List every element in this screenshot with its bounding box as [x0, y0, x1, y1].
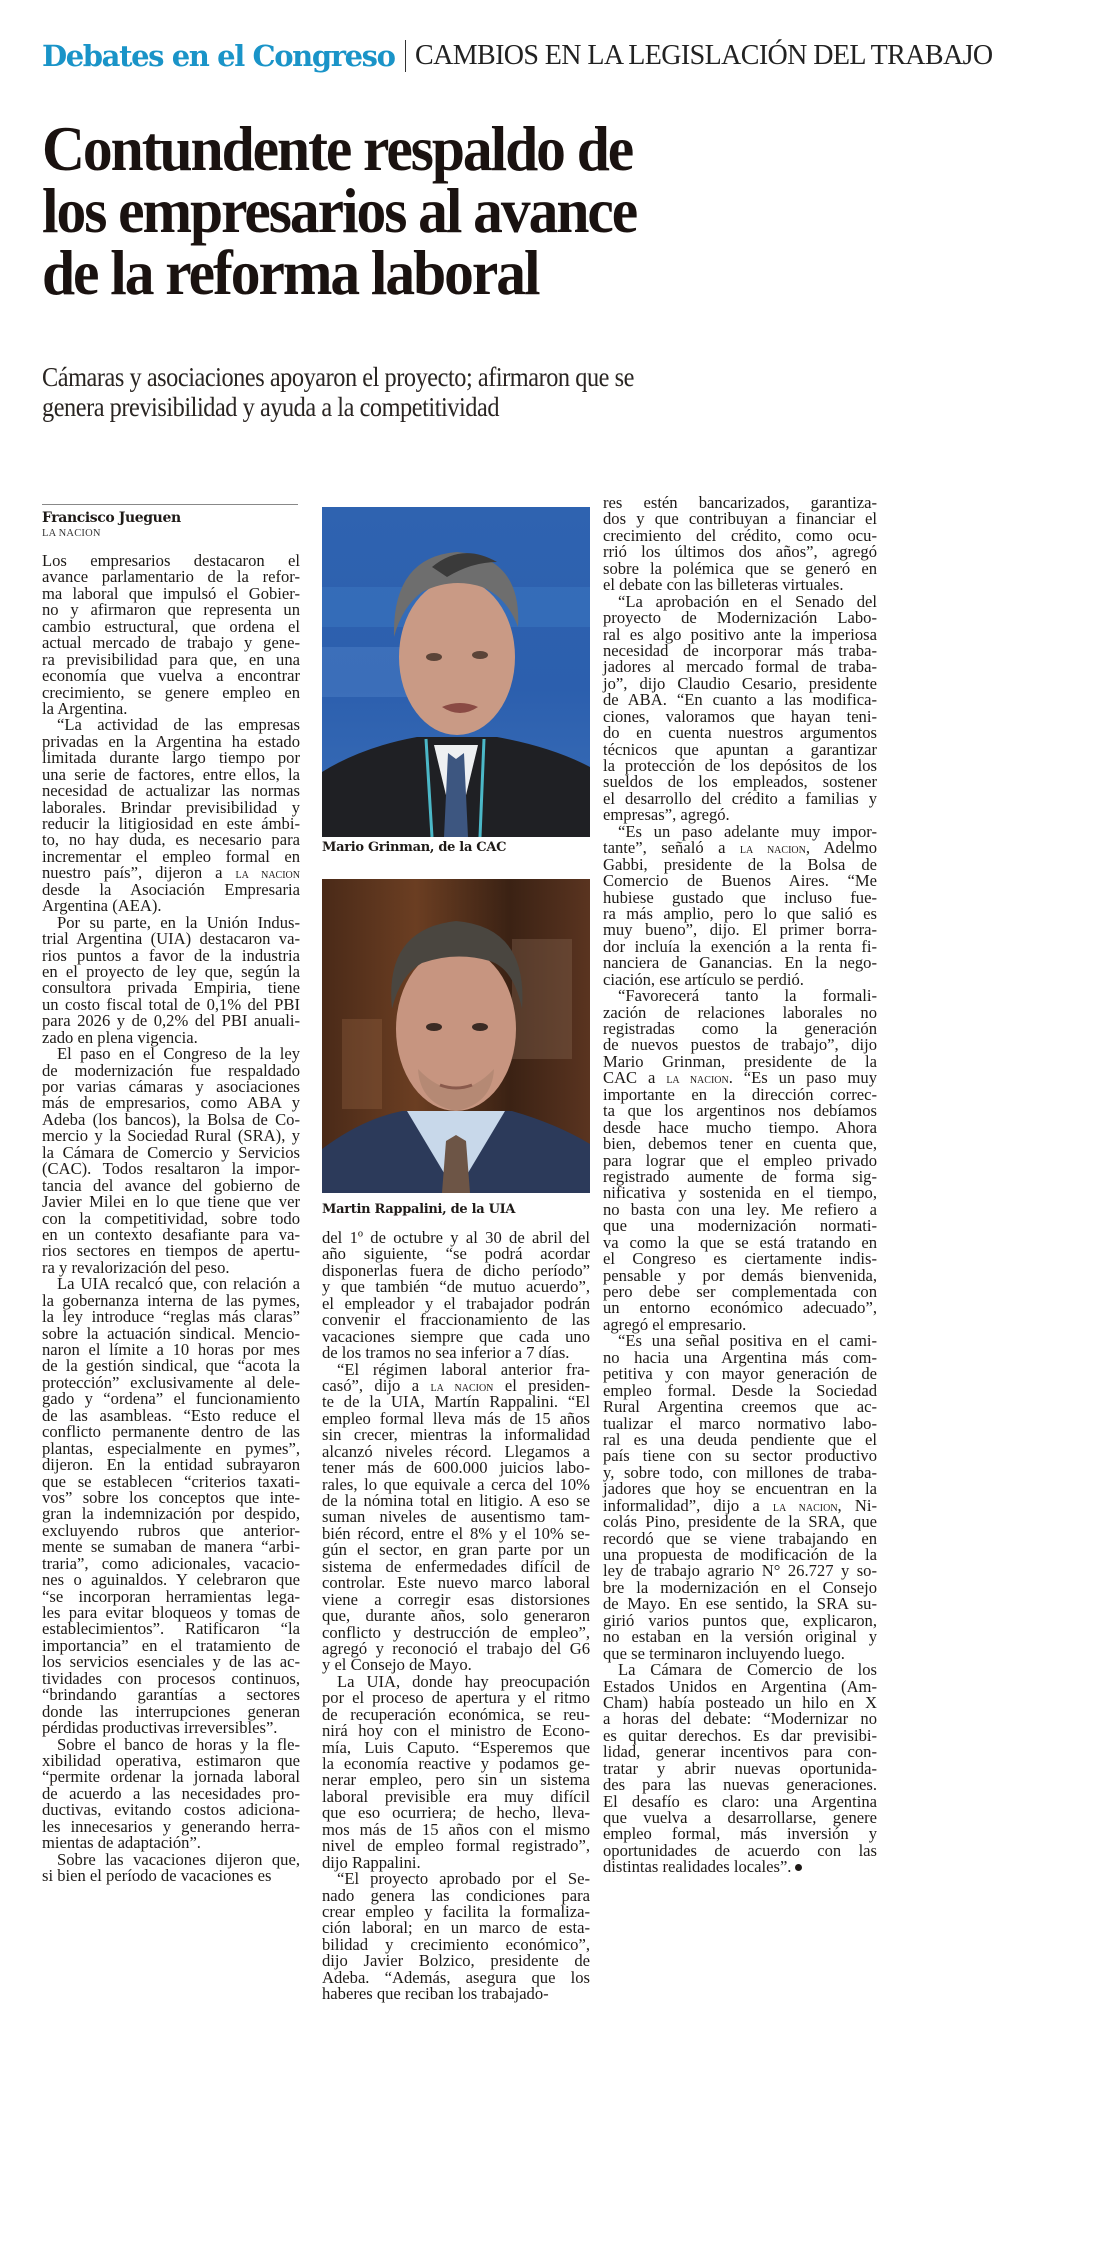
- byline-author: Francisco Jueguen: [42, 510, 181, 526]
- article-line: y, sobre todo, con millones de traba-: [603, 1462, 877, 1482]
- article-line: Mario Grinman, presidente de la: [603, 1051, 877, 1071]
- article-line: gado y “ordena” el funcionamiento: [42, 1389, 300, 1409]
- article-line: gran la indemnización por despido,: [42, 1504, 300, 1524]
- article-line: xibilidad operativa, estimaron que: [42, 1750, 300, 1770]
- article-line: “El régimen laboral anterior fra-: [337, 1359, 590, 1379]
- article-line: es quitar derechos. Es dar previsibi-: [603, 1725, 877, 1745]
- article-line: necesidad de actualizar las normas: [42, 781, 300, 801]
- article-paragraph: [603, 821, 877, 989]
- article-line: zación de relaciones laborales no: [603, 1002, 877, 1022]
- headline: [42, 113, 879, 308]
- article-line: muy bueno”, dijo. El primer borra-: [603, 920, 877, 940]
- article-line: de los tramos no sea inferior a 7 días.: [322, 1343, 570, 1363]
- article-paragraph: [42, 717, 300, 914]
- article-line: la Cámara de Comercio y Servicios: [42, 1142, 300, 1162]
- article-line: empleo formal, más inversión y: [603, 1824, 877, 1844]
- article-line: mente se sumaban de manera “arbi-: [42, 1537, 300, 1557]
- section-topic: CAMBIOS EN LA LEGISLACIÓN DEL TRABAJO: [415, 40, 993, 71]
- article-line: “El proyecto aprobado por el Se-: [337, 1869, 590, 1889]
- article-paragraph: [42, 912, 300, 1047]
- article-line: laborales. Brindar previsibilidad y: [42, 797, 300, 817]
- article-line: de acuerdo a las necesidades pro-: [42, 1783, 300, 1803]
- article-line: una propuesta de modificación de la: [603, 1545, 877, 1564]
- article-line: “La aprobación en el Senado del: [618, 591, 877, 611]
- article-line: haberes que reciban los trabajado-: [322, 1984, 549, 2004]
- article-line: viene a corregir esas distorsiones: [322, 1589, 590, 1609]
- photo-caption: Martin Rappalini, de la UIA: [322, 1202, 516, 1217]
- article-line: una serie de factores, entre ellos, la: [42, 764, 300, 784]
- article-paragraph: [603, 1333, 877, 1662]
- article-line: zado en plena vigencia.: [42, 1027, 198, 1047]
- article-line: dijeron. En la entidad subrayaron: [42, 1455, 300, 1475]
- article-line: dijo Rappalini.: [322, 1852, 421, 1872]
- article-paragraph: [42, 1046, 300, 1276]
- article-line: traria”, como adicionales, vacacio-: [42, 1553, 300, 1573]
- article-line: tante”, señaló a la nacion, Adelmo: [603, 838, 877, 858]
- article-line: empleo formal. Desde la Sociedad: [603, 1380, 877, 1400]
- article-column-2: [322, 1230, 590, 2003]
- article-line: de ABA. “En cuanto a las modifica-: [603, 690, 877, 710]
- article-line: petitiva y con mayor generación de: [603, 1364, 877, 1384]
- article-line: la economía reactive y podamos ge-: [322, 1754, 590, 1773]
- article-line: la protección de los depósitos de los: [603, 756, 877, 775]
- end-of-article-icon: [795, 1864, 802, 1871]
- article-line: país tiene con su sector productivo: [603, 1446, 877, 1466]
- article-line: CAC a la nacion. “Es un paso muy: [603, 1068, 878, 1088]
- subheadline-line: genera previsibilidad y ayuda a la competitividad: [42, 392, 500, 422]
- article-line: ley de trabajo agrario N° 26.727 y so-: [603, 1561, 877, 1581]
- article-line: ral es algo positivo ante la imperiosa: [603, 624, 877, 644]
- subheadline: [42, 362, 852, 422]
- article-line: de la nómina total en litigio. A eso se: [322, 1491, 590, 1510]
- article-line: El paso en el Congreso de la ley: [57, 1044, 300, 1064]
- article-line: ciación, ese artículo se perdió.: [603, 969, 804, 989]
- article-line: mientas de adaptación”.: [42, 1833, 201, 1853]
- article-line: bién récord, entre el 8% y el 10% se-: [322, 1523, 590, 1543]
- article-line: “permite ordenar la jornada laboral: [42, 1767, 300, 1787]
- article-line: desde hace mucho tiempo. Ahora: [603, 1117, 877, 1137]
- article-line: La Cámara de Comercio de los: [618, 1660, 877, 1680]
- article-line: mos más de 15 años con el mismo: [322, 1819, 590, 1839]
- article-line: establecimientos”. Ratificaron “la: [42, 1619, 300, 1639]
- article-line: “Favorecerá tanto la formali-: [618, 986, 877, 1006]
- article-line: el Congreso es ciertamente indis-: [603, 1249, 877, 1269]
- article-line: limitada durante largo tiempo por: [42, 748, 300, 768]
- article-line: rios puntos a favor de la industria: [42, 945, 300, 965]
- article-line: nificativa y sostenida en el tiempo,: [603, 1183, 877, 1203]
- article-line: alcanzó niveles récord. Llegamos a: [322, 1441, 590, 1461]
- article-line: bien, debemos tener en cuenta que,: [603, 1134, 877, 1154]
- outlet-mention: la nacion: [430, 1378, 494, 1394]
- article-line: agregó y reconoció el trabajo del G6: [322, 1638, 590, 1658]
- article-line: conflicto permanente dentro de las: [42, 1422, 300, 1442]
- article-column-3: [603, 495, 877, 1876]
- article-line: con la competitividad, sobre todo: [42, 1208, 300, 1228]
- article-line: de modernización fue respaldado: [42, 1060, 300, 1080]
- headline-line: los empresarios al avance: [42, 175, 637, 246]
- article-line: (CAC). Todos resaltaron la impor-: [42, 1159, 300, 1179]
- article-paragraph: [42, 1276, 300, 1736]
- portrait-photo-icon: [322, 507, 590, 837]
- article-line: técnicos que apuntan a garantizar: [603, 739, 877, 759]
- article-line: no y afirmaron que representa un: [42, 600, 300, 620]
- article-line: para lograr que el empleo privado: [603, 1150, 877, 1170]
- article-line: jadores al mercado formal de traba-: [603, 657, 877, 677]
- article-line: ductivas, evitando costos adiciona-: [42, 1800, 300, 1820]
- article-line: actual mercado de trabajo y gene-: [42, 633, 300, 653]
- article-line: vos” sobre los conceptos que inte-: [42, 1487, 300, 1507]
- article-line: ra más amplio, pero lo que salió es: [603, 903, 877, 923]
- article-paragraph: [42, 1734, 300, 1853]
- article-line: nirá hoy con el ministro de Econo-: [322, 1721, 590, 1741]
- article-line: importante en la dirección correc-: [603, 1084, 877, 1104]
- article-line: informalidad”, dijo a la nacion, Ni-: [603, 1495, 877, 1515]
- article-line: y el Consejo de Mayo.: [322, 1655, 472, 1675]
- article-line: “La actividad de las empresas: [57, 715, 300, 735]
- article-line: trial Argentina (UIA) destacaron va-: [42, 929, 300, 949]
- article-line: avance parlamentario de la refor-: [42, 567, 300, 587]
- article-line: tividades con procesos continuos,: [42, 1668, 300, 1688]
- article-line: tualizar el marco normativo labo-: [603, 1413, 877, 1433]
- article-line: tancia del avance del gobierno de: [42, 1175, 300, 1195]
- article-line: por el proceso de apertura y el ritmo: [322, 1688, 590, 1708]
- article-paragraph: [322, 1230, 590, 1362]
- article-line: jo”, dijo Claudio Cesario, presidente: [603, 673, 877, 693]
- headline-line: Contundente respaldo de: [42, 113, 633, 184]
- article-line: Adeba (los bancos), la Bolsa de Co-: [42, 1109, 300, 1129]
- article-line: empresas”, agregó.: [603, 805, 730, 825]
- article-line: la gobernanza interna de las pymes,: [42, 1290, 300, 1310]
- article-line: disponerlas fuera de dicho período”: [322, 1260, 590, 1280]
- article-line: que, durante años, solo generaron: [322, 1606, 590, 1626]
- article-line: por varias cámaras y asociaciones: [42, 1077, 300, 1096]
- article-line: do en cuenta nuestros argumentos: [603, 723, 877, 743]
- article-line: ciones, valoramos que hayan teni-: [603, 706, 877, 726]
- article-line: de las asambleas. “Esto reduce el: [42, 1405, 300, 1425]
- article-line: Por su parte, en la Unión Indus-: [57, 912, 300, 932]
- article-line: recordó que se viene trabajando en: [603, 1528, 877, 1548]
- article-line: el debate con las billeteras virtuales.: [603, 575, 844, 595]
- article-line: pero debe ser complementada con: [603, 1282, 877, 1301]
- article-line: Estados Unidos en Argentina (Am-: [603, 1676, 877, 1696]
- article-line: nerar empleo, pero sin un sistema: [322, 1770, 590, 1790]
- article-line: “brindando garantías a sectores: [42, 1685, 300, 1705]
- article-line: La UIA, donde hay preocupación: [337, 1671, 590, 1691]
- article-line: nivel de empleo formal registrado”,: [322, 1836, 590, 1856]
- article-line: necesidad de incorporar más traba-: [603, 640, 877, 660]
- article-line: la ley introduce “reglas más claras”: [42, 1307, 300, 1327]
- article-line: crecimiento del crédito, como ocu-: [603, 525, 877, 545]
- article-paragraph: [322, 1871, 590, 2003]
- article-line: “Es un paso adelante muy impor-: [618, 821, 877, 841]
- article-line: empleo formal lleva más de 15 años: [322, 1408, 590, 1428]
- article-line: bre la modernización en el Consejo: [603, 1577, 877, 1597]
- article-paragraph: [603, 988, 877, 1333]
- article-line: casó”, dijo a la nacion el presiden-: [322, 1375, 591, 1395]
- article-line: bilidad y crecimiento económico”,: [322, 1934, 590, 1954]
- article-line: que se terminaron incluyendo luego.: [603, 1643, 845, 1663]
- article-paragraph: [42, 553, 300, 717]
- article-line: sistema de enfermedades difícil de: [322, 1556, 590, 1576]
- article-line: res estén bancarizados, garantiza-: [603, 493, 877, 512]
- article-line: de la gestión sindical, que “acota la: [42, 1356, 300, 1376]
- article-line: tratar y abrir nuevas oportunida-: [603, 1758, 877, 1778]
- article-line: a horas del debate: “Modernizar no: [603, 1709, 877, 1729]
- article-line: les para evitar bloqueos y tomas de: [42, 1603, 300, 1622]
- article-line: agregó el empresario.: [603, 1314, 747, 1334]
- article-line: de Mayo. En ese sentido, la SRA su-: [603, 1594, 877, 1614]
- article-line: nado genera las condiciones para: [322, 1885, 590, 1905]
- article-line: les innecesarios y generando herra-: [42, 1816, 300, 1836]
- article-line: del 1º de octubre y al 30 de abril del: [322, 1228, 590, 1247]
- article-line: oportunidades de acuerdo con las: [603, 1840, 877, 1860]
- article-line: va como la que se está tratando en: [603, 1232, 877, 1252]
- article-line: de nuevos puestos de trabajo”, dijo: [603, 1035, 877, 1055]
- article-line: los servicios esenciales y de las ac-: [42, 1652, 300, 1672]
- article-line: mercio y la Sociedad Rural (SRA), y: [42, 1126, 300, 1146]
- article-line: ra previsibilidad para que, en una: [42, 649, 300, 669]
- article-line: suman niveles de ausentismo tam-: [322, 1507, 590, 1527]
- article-line: El desafío es claro: una Argentina: [603, 1791, 877, 1811]
- article-line: sin crecer, mientras la informalidad: [322, 1425, 590, 1445]
- article-line: “Es una señal positiva en el cami-: [618, 1331, 877, 1351]
- article-line: convenir el fraccionamiento de las: [322, 1310, 590, 1330]
- article-line: más de empresarios, como ABA y: [42, 1093, 300, 1113]
- article-line: en un contexto desafiante para va-: [42, 1224, 300, 1244]
- article-line: nanciera de Ganancias. En la nego-: [603, 953, 877, 973]
- article-paragraph: [42, 1849, 300, 1885]
- article-line: tener más de 600.000 juicios labo-: [322, 1458, 590, 1478]
- article-line: conflicto y destrucción de empleo”,: [322, 1622, 590, 1642]
- article-line: Los empresarios destacaron el: [42, 551, 300, 570]
- outlet-mention: la nacion: [739, 841, 806, 857]
- article-line: año siguiente, “se podrá acordar: [322, 1244, 590, 1264]
- article-line: Comercio de Buenos Aires. “Me: [603, 871, 877, 891]
- article-line: “se incorporan herramientas lega-: [42, 1586, 300, 1606]
- article-line: Rural Argentina creemos que ac-: [603, 1397, 877, 1417]
- article-line: consultora privada Empiria, tiene: [42, 978, 300, 998]
- outlet-mention: la nacion: [772, 1498, 838, 1514]
- article-line: economía que vuelva a encontrar: [42, 666, 300, 686]
- article-line: colás Pino, presidente de la SRA, que: [603, 1512, 877, 1532]
- kicker-divider: [405, 40, 407, 72]
- article-line: Gabbi, presidente de la Bolsa de: [603, 854, 877, 874]
- article-line: lidad, generar incentivos para con-: [603, 1742, 877, 1762]
- article-line: dijo Javier Bolzico, presidente de: [322, 1951, 590, 1971]
- portrait-photo-icon: [322, 879, 590, 1193]
- article-line: Sobre las vacaciones dijeron que,: [57, 1849, 300, 1869]
- article-line: que vuelva a desarrollarse, genere: [603, 1808, 877, 1827]
- article-line: importancia” en el tratamiento de: [42, 1635, 300, 1655]
- section-name: Debates en el Congreso: [42, 39, 395, 73]
- article-line: rales, lo que equivale a cerca del 10%: [322, 1474, 590, 1494]
- article-line: dos y que contribuyan a financiar el: [603, 509, 877, 529]
- article-line: cambio estructural, que ordena el: [42, 616, 300, 636]
- article-line: para 2026 y de 0,2% del PBI anuali-: [42, 1011, 300, 1031]
- article-line: que se establecen “criterios taxati-: [42, 1471, 300, 1491]
- article-line: sobre la polémica que se generó en: [603, 558, 877, 578]
- article-line: privadas en la Argentina ha estado: [42, 731, 300, 751]
- article-line: de recuperación económica, se reu-: [322, 1704, 590, 1724]
- article-line: el empleador y el trabajador podrán: [322, 1293, 590, 1313]
- article-line: dor incluía la exención a la renta fi-: [603, 936, 877, 956]
- outlet-mention: la nacion: [235, 866, 300, 882]
- article-line: y que también “de mutuo acuerdo”,: [322, 1277, 590, 1297]
- article-line: el desarrollo del crédito a familias y: [603, 788, 877, 808]
- article-line: no estaban en la versión original y: [603, 1627, 877, 1647]
- article-line: girió varios puntos que, explicaron,: [603, 1610, 877, 1630]
- article-line: crear empleo y facilita la formaliza-: [322, 1901, 590, 1921]
- article-line: Cham) había posteado un hilo en X: [603, 1692, 877, 1712]
- headline-line: de la reforma laboral: [42, 237, 539, 308]
- article-line: que una modernización normati-: [603, 1216, 877, 1236]
- article-line: Sobre el banco de horas y la fle-: [57, 1734, 300, 1754]
- outlet-mention: la nacion: [666, 1071, 729, 1087]
- article-line: plantas, especialmente en pymes”,: [42, 1438, 300, 1458]
- article-line: ta que los argentinos nos debíamos: [603, 1101, 877, 1121]
- article-line: des para las nuevas generaciones.: [603, 1775, 877, 1795]
- article-line: Argentina (AEA).: [42, 896, 162, 916]
- article-column-1: [42, 553, 300, 1884]
- article-line: sobre la actuación sindical. Mencio-: [42, 1323, 300, 1343]
- article-line: en el proyecto de ley que, según la: [42, 961, 300, 981]
- article-paragraph: [322, 1359, 591, 1675]
- article-line: registradas como la generación: [603, 1019, 877, 1038]
- article-paragraph: [603, 1662, 877, 1876]
- section-kicker: [42, 36, 993, 76]
- article-line: si bien el período de vacaciones es: [42, 1866, 272, 1885]
- article-line: crecimiento, se genere empleo en: [42, 682, 300, 702]
- article-line: controlar. Este nuevo marco laboral: [322, 1573, 590, 1593]
- article-line: un costo fiscal total de 0,1% del PBI: [42, 994, 300, 1014]
- article-line: jadores que hoy se encuentran en la: [603, 1479, 877, 1499]
- article-line: Javier Milei en lo que tiene que ver: [42, 1192, 300, 1212]
- article-line: nuestro país”, dijeron a la nacion: [42, 863, 300, 883]
- byline: [42, 510, 181, 539]
- article-line: ral es una deuda pendiente que el: [603, 1429, 877, 1449]
- article-paragraph: [322, 1671, 590, 1872]
- article-line: rrió los últimos dos años”, agregó: [603, 542, 877, 562]
- article-line: pensable y por demás bienvenida,: [603, 1265, 877, 1285]
- photo-caption: Mario Grinman, de la CAC: [322, 840, 507, 855]
- article-line: donde las interrupciones generan: [42, 1701, 300, 1721]
- article-line: Adeba. “Además, asegura que los: [322, 1967, 590, 1987]
- article-line: desde la Asociación Empresaria: [42, 879, 300, 899]
- byline-outlet: LA NACION: [42, 528, 101, 539]
- article-line: proyecto de Modernización Labo-: [603, 608, 877, 628]
- article-line: vacaciones siempre que cada uno: [322, 1326, 590, 1346]
- article-line: no basta con una ley. Me refiero a: [603, 1199, 877, 1219]
- article-line: hubiese gustado que incluso fue-: [603, 887, 877, 907]
- article-line: que eso ocurriera; de hecho, lleva-: [322, 1803, 590, 1823]
- article-line: gún el sector, en gran parte por un: [322, 1540, 590, 1560]
- article-line: to, no hay duda, es necesario para: [42, 830, 300, 850]
- article-line: reducir la litigiosidad en este ámbi-: [42, 814, 300, 833]
- article-paragraph: [603, 495, 877, 594]
- article-line: incrementar el empleo formal en: [42, 846, 300, 866]
- article-line: registrado aumente de forma sig-: [603, 1166, 877, 1186]
- article-paragraph: [603, 591, 877, 825]
- article-line: la Argentina.: [42, 698, 128, 718]
- article-line: pérdidas productivas irreversibles”.: [42, 1718, 278, 1738]
- article-line: laboral previsible era muy difícil: [322, 1786, 590, 1806]
- article-line: ción laboral; en un marco de esta-: [322, 1918, 590, 1938]
- article-line: sueldos de los empleados, sostener: [603, 772, 877, 792]
- article-line: protección” exclusivamente al dele-: [42, 1372, 300, 1392]
- portrait-photo-grinman: [322, 507, 590, 837]
- article-line: naron el límite a 10 horas por mes: [42, 1340, 300, 1359]
- article-line: un entorno económico adecuado”,: [603, 1298, 877, 1318]
- article-line: nes o aguinaldos. Y celebraron que: [42, 1570, 300, 1590]
- article-line: rios sectores en tiempos de apertu-: [42, 1241, 300, 1261]
- article-line: ra y revalorización del peso.: [42, 1257, 230, 1277]
- article-line: excluyendo rubros que anterior-: [42, 1520, 300, 1540]
- byline-rule: [42, 504, 298, 505]
- portrait-photo-rappalini: [322, 879, 590, 1193]
- article-line: ma laboral que impulsó el Gobier-: [42, 583, 300, 603]
- article-line: no hacia una Argentina más com-: [603, 1347, 877, 1367]
- article-line: distintas realidades locales”.: [603, 1859, 877, 1875]
- article-line: te de la UIA, Martín Rappalini. “El: [322, 1392, 590, 1412]
- subheadline-line: Cámaras y asociaciones apoyaron el proyecto; afirmaron que se: [42, 362, 634, 392]
- article-line: mía, Luis Caputo. “Esperemos que: [322, 1737, 590, 1757]
- article-line: La UIA recalcó que, con relación a: [57, 1274, 300, 1294]
